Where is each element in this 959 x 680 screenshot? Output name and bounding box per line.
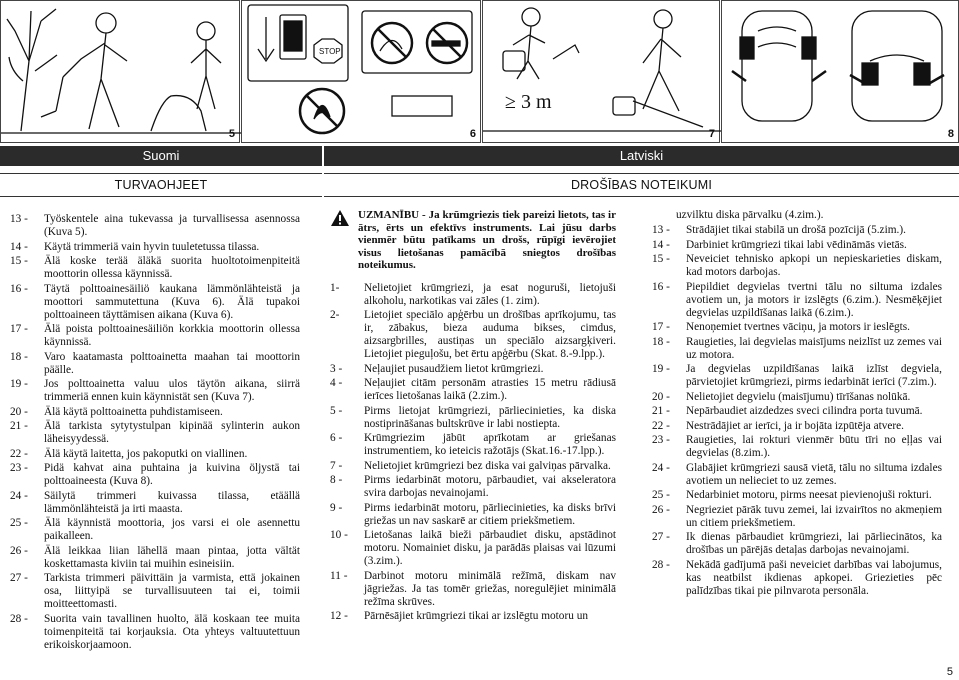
figure-number: 8 (947, 128, 954, 140)
item-text: Älä poista polttoainesäiliön korkkia moottorin ollessa käynnissä. (44, 323, 300, 348)
item-text: Täytä polttoainesäiliö kaukana lämmönlähteistä ja moottori sammutettuna (Kuva 6). Älä tupakoi polttoaineen täyttämisen aikana (Kuva 6). (44, 282, 300, 321)
list-item (330, 570, 616, 609)
list-item (652, 224, 942, 237)
list-item (652, 391, 942, 404)
item-number: 19 - (652, 363, 673, 375)
heading-text: DROŠĪBAS NOTEIKUMI (570, 178, 713, 192)
warning-block (330, 209, 616, 272)
list-item (652, 336, 942, 362)
item-text: Työskentele aina tukevassa ja turvallisessa asennossa (Kuva 5). (44, 213, 300, 238)
list-item (330, 460, 616, 473)
list-item (330, 405, 616, 431)
figure-8 (721, 0, 959, 143)
item-number: 26 - (10, 544, 31, 557)
item-text: Älä tarkista sytytystulpan kipinää sylinterin aukon läheisyydessä. (44, 420, 300, 445)
list-item (10, 378, 300, 404)
item-text: Neļaujiet citām personām atrasties 15 metru rādiusā ierīces lietošanas laikā (2.zim.). (364, 377, 616, 402)
item-text: Nepārbaudiet aizdedzes sveci cilindra porta tuvumā. (686, 405, 923, 417)
item-number: 15 - (652, 253, 673, 265)
item-number: 25 - (10, 517, 31, 529)
item-number: 17 - (652, 321, 673, 333)
item-text: Nelietojiet krūmgriezi, ja esat noguruši, lietojuši alkoholu, narkotikas vai zāles (1. zim). (364, 281, 616, 307)
list-item (652, 363, 942, 389)
list-item (10, 462, 300, 488)
item-text: Pirms lietojat krūmgriezi, pārliecinieties, ka diska nostiprināšanas bultskrūve ir labi nostiepta. (364, 404, 616, 430)
item-text: Pidä kahvat aina puhtaina ja kuivina öljystä tai polttoaineesta (Kuva 8). (44, 462, 300, 487)
item-text: Lietošanas laikā bieži pārbaudiet disku, apstādinot motoru. Nomainiet disku, ja parādās plaisas vai lūzumi (3.zim.). (364, 529, 616, 567)
item-number: 20 - (10, 405, 31, 418)
list-item (652, 531, 942, 557)
item-text: Neveiciet tehnisko apkopi un nepieskarieties diskam, kad motors darbojas. (686, 253, 942, 278)
item-number: 19 - (10, 378, 31, 390)
item-number: 17 - (10, 323, 31, 335)
item-text: Ik dienas pārbaudiet krūmgriezi, lai pārliecinātos, ka drošības un pārējās detaļas darbojas nevainojami. (686, 531, 942, 556)
item-number: 6 - (330, 432, 346, 444)
item-text: Nelietojiet degvielu (maisījumu) tīrīšanas nolūkā. (686, 390, 911, 403)
language-bar-left (0, 146, 322, 166)
item-text: Käytä trimmeriä vain hyvin tuuletetussa tilassa. (44, 240, 260, 253)
list-item (10, 323, 300, 349)
item-number: 2- (330, 309, 343, 321)
item-number: 1- (330, 281, 343, 294)
list-item (330, 529, 616, 568)
item-number: 10 - (330, 529, 351, 541)
item-number: 27 - (10, 572, 31, 584)
item-number: 11 - (330, 569, 351, 582)
distance-label: ≥ 3 m (505, 91, 552, 113)
list-item (10, 420, 300, 446)
item-text: Suorita vain tavallinen huolto, älä koskaan tee muita toimenpiteitä tai korjauksia. Ota yhteys valtuutettuun erikoiskorjaamoon. (44, 612, 300, 651)
item-number: 18 - (10, 350, 31, 363)
item-text: Glabājiet krūmgriezi sausā vietā, tālu no siltuma izdales avotiem un nelieciet to uz zemes. (686, 461, 942, 487)
clean-handles-illustration (722, 1, 959, 144)
column-finnish (10, 213, 300, 653)
item-text: Krūmgriezim jābūt aprīkotam ar griešanas instrumentiem, ko ieteicis ražotājs (Skat.16.-17.lpp.). (364, 432, 616, 457)
item-text: Strādājiet tikai stabilā un drošā pozīcijā (5.zim.). (686, 224, 906, 236)
list-item (652, 559, 942, 598)
item-number: 13 - (652, 224, 673, 236)
item-text: Älä koske terää äläkä suorita huoltotoimenpiteitä moottorin ollessa käynnissä. (44, 255, 300, 280)
distance-refuel-illustration (483, 1, 721, 144)
item-text: Nekādā gadījumā paši neveiciet darbības vai labojumus, kas neatbilst ikdienas apkopei. Griezieties pēc palīdzības tikai pie pilnvarota personāla. (686, 558, 942, 597)
list-item (330, 502, 616, 528)
item-number: 13 - (10, 213, 31, 225)
list-item (10, 490, 300, 516)
item-number: 21 - (652, 405, 673, 417)
item-text: Varo kaatamasta polttoainetta maahan tai moottorin päälle. (44, 350, 300, 376)
list-item (10, 448, 300, 461)
item-number: 5 - (330, 404, 346, 417)
item-text: Lietojiet speciālo apģērbu un drošības aprīkojumu, tas ir, zābakus, bieza auduma bikses, cimdus, aizsargbrilles, austiņas un speciālo aizsargķiveri. Lietojiet pieguļošu, bet ērtu apģērbu (Skat. 8.-9.lpp.). (364, 309, 616, 360)
item-number: 21 - (10, 420, 31, 432)
list-item (330, 377, 616, 403)
list-item (10, 213, 300, 239)
item-number: 14 - (652, 238, 673, 251)
item-number: 15 - (10, 255, 31, 267)
list-item (10, 283, 300, 322)
list-item (652, 489, 942, 502)
item-text: Säilytä trimmeri kuivassa tilassa, etäällä lämmönlähteistä ja irti maasta. (44, 489, 300, 515)
item-number: 9 - (330, 501, 346, 514)
item-text: Raugieties, lai degvielas maisījums neizlīst uz zemes vai uz motora. (686, 335, 942, 361)
list-item (652, 434, 942, 460)
warning-text: UZMANĪBU - Ja krūmgriezis tiek pareizi lietots, tas ir ātrs, ērts un efektīvs instruments. Lai jūsu darbs vienmēr būtu patīkams un drošs, rūpīgi ievērojiet visus lietošanas pamācībā sniegtos drošības noteikumus. (358, 209, 616, 271)
item-number: 28 - (10, 612, 31, 625)
no-fire-no-smoking-illustration (242, 1, 482, 144)
column-latvian-2 (652, 209, 942, 599)
list-item (652, 462, 942, 488)
item-number: 22 - (10, 447, 31, 460)
list-item (10, 613, 300, 652)
list-item (652, 420, 942, 433)
item-text: Nedarbiniet motoru, pirms neesat pievienojuši rokturi. (686, 489, 932, 501)
item-number: 18 - (652, 335, 673, 348)
item-number: 24 - (10, 489, 31, 502)
item-text: Ja degvielas uzpildīšanas laikā izlīst degviela, pārvietojiet krūmgriezi, pirms iedarbināt ierīci (7.zim.). (686, 363, 942, 388)
list-item (330, 432, 616, 458)
item-text: Nestrādājiet ar ierīci, ja ir bojāta izpūtēja atvere. (686, 419, 904, 432)
figure-number: 6 (469, 128, 476, 140)
heading-text: TURVAOHJEET (114, 178, 208, 192)
figure-5 (0, 0, 240, 143)
item-number: 26 - (652, 503, 673, 516)
language-label: Latviski (619, 148, 664, 163)
item-number: 20 - (652, 390, 673, 403)
language-label: Suomi (142, 148, 180, 163)
item-text: Älä käytä polttoainetta puhdistamiseen. (44, 405, 223, 418)
list-item (652, 504, 942, 530)
list-item (10, 351, 300, 377)
figure-number: 5 (228, 128, 235, 140)
item-number: 4 - (330, 377, 346, 389)
list-item (10, 517, 300, 543)
column-latvian-1 (330, 209, 616, 625)
item-number: 22 - (652, 419, 673, 432)
list-item (10, 545, 300, 571)
item-number: 16 - (652, 280, 673, 293)
item-text: Älä leikkaa liian lähellä maan pintaa, jotta vältät koskettamasta kiviin tai muihin esineisiin. (44, 544, 300, 570)
item-number: 14 - (10, 240, 31, 253)
list-item (330, 282, 616, 308)
section-heading-right (324, 173, 959, 197)
item-number: 27 - (652, 531, 673, 543)
warning-triangle-icon (330, 209, 358, 272)
item-text: Tarkista trimmeri päivittäin ja varmista, että jokainen osa, liittyipä se turvallisuuteen tai ei, toimii moitteettomasti. (44, 572, 300, 610)
language-bar-right (324, 146, 959, 166)
figure-7 (482, 0, 720, 143)
list-item (10, 241, 300, 254)
item-number: 8 - (330, 474, 346, 486)
continued-text: uzvilktu diska pārvalku (4.zim.). (676, 209, 824, 221)
figure-number: 7 (708, 128, 715, 140)
section-heading-left (0, 173, 322, 197)
svg-text:STOP: STOP (319, 47, 341, 56)
list-item (10, 406, 300, 419)
list-item (330, 309, 616, 361)
item-text: Nenoņemiet tvertnes vāciņu, ja motors ir ieslēgts. (686, 321, 910, 333)
list-item (652, 405, 942, 418)
item-number: 23 - (652, 434, 673, 446)
list-item (652, 239, 942, 252)
list-item (10, 572, 300, 611)
list-item (10, 255, 300, 281)
item-number: 25 - (652, 489, 673, 501)
item-number: 23 - (10, 462, 31, 474)
item-text: Piepildiet degvielas tvertni tālu no siltuma izdales avotiem un, ja motors ir izslēgts (6.zim.). Nesmēķējiet degvielas uzpildīšanas laikā (6.zim.). (686, 280, 942, 319)
page-number: 5 (946, 666, 953, 678)
list-item (330, 610, 616, 623)
item-text: Darbinot motoru minimālā režīmā, diskam nav jāgriežas. Ja tas tomēr griežas, noregulējiet minimālā režīma skrūves. (364, 569, 616, 608)
list-item (652, 281, 942, 320)
item-text: Pirms iedarbināt motoru, pārliecinieties, ka disks brīvi griežas un nav saskarē ar citiem priekšmetiem. (364, 501, 616, 527)
figure-6 (241, 0, 481, 143)
item-text: Darbiniet krūmgriezi tikai labi vēdināmās vietās. (686, 238, 907, 251)
item-text: Pirms iedarbināt motoru, pārbaudiet, vai akseleratora svira darbojas nevainojami. (364, 474, 616, 499)
list-item (652, 321, 942, 334)
list-item (652, 253, 942, 279)
list-item (330, 474, 616, 500)
item-text: Negrieziet pārāk tuvu zemei, lai izvairītos no akmeņiem un citiem priekšmetiem. (686, 503, 942, 529)
worker-trimming-illustration (1, 1, 241, 144)
item-text: Nelietojiet krūmgriezi bez diska vai galviņas pārvalka. (364, 459, 611, 472)
item-text: Älä käytä laitetta, jos pakoputki on viallinen. (44, 447, 248, 460)
item-number: 3 - (330, 362, 346, 375)
item-text: Neļaujiet pusaudžiem lietot krūmgriezi. (364, 362, 544, 375)
item-text: Raugieties, lai rokturi vienmēr būtu tīri no eļļas vai degvielas (8.zim.). (686, 434, 942, 459)
item-number: 7 - (330, 459, 346, 472)
item-text: Pārnēsājiet krūmgriezi tikai ar izslēgtu motoru un (364, 610, 588, 622)
item-number: 28 - (652, 558, 673, 571)
item-text: Älä käynnistä moottoria, jos varsi ei ole asennettu paikalleen. (44, 517, 300, 542)
item-text: Jos polttoainetta valuu ulos täytön aikana, siirrä trimmeriä ennen kuin käynnistät sen (Kuva 7). (44, 378, 300, 403)
item-number: 24 - (652, 461, 673, 474)
item-number: 16 - (10, 282, 31, 295)
list-item (330, 363, 616, 376)
item-number: 12 - (330, 610, 351, 622)
